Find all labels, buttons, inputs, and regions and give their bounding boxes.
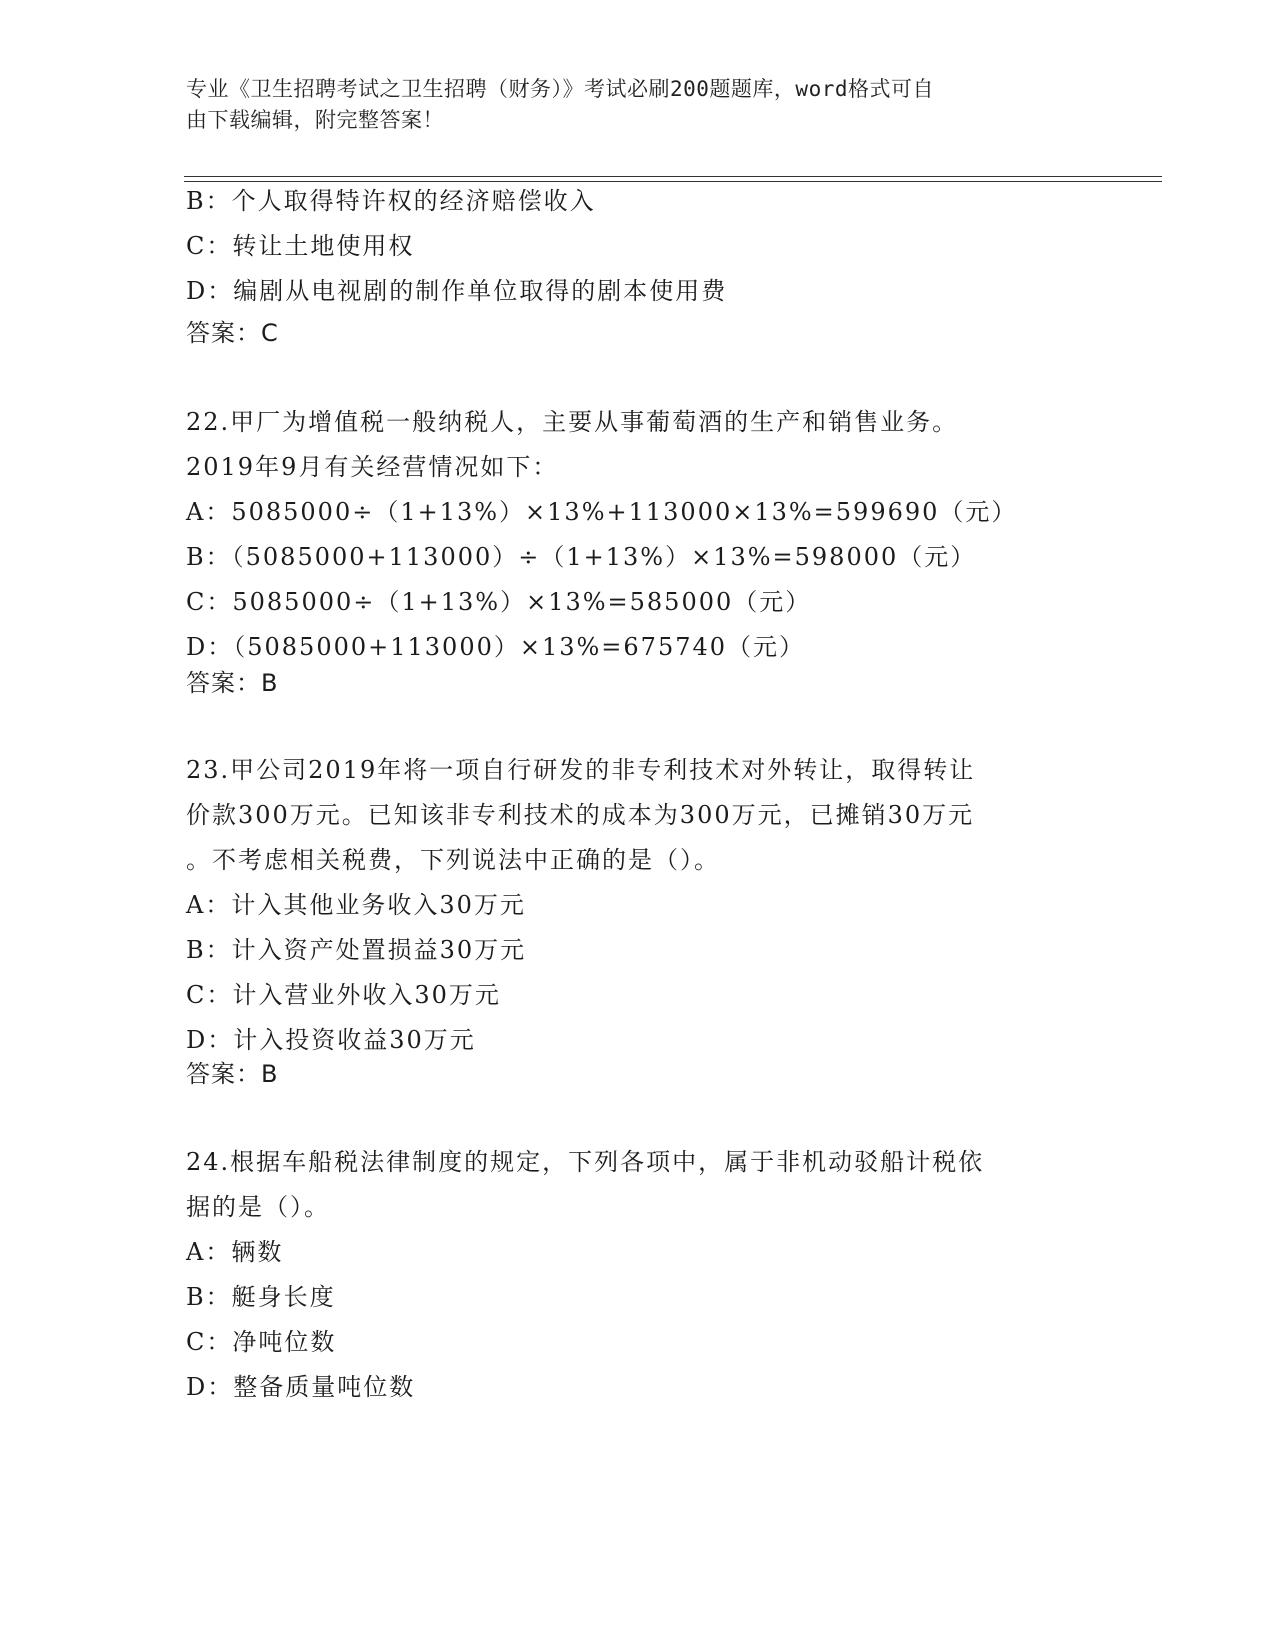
question-21-options <box>186 179 1086 314</box>
option-b: B：个人取得特许权的经济赔偿收入 <box>186 187 596 215</box>
question-21-answer: 答案：C <box>186 319 279 347</box>
option-d: D：整备质量吨位数 <box>186 1373 416 1401</box>
option-a: A：计入其他业务收入30万元 <box>186 891 526 919</box>
question-stem: 24.根据车船税法律制度的规定，下列各项中，属于非机动驳船计税依 <box>186 1148 985 1176</box>
option-c: C：净吨位数 <box>186 1328 337 1356</box>
option-d: D：计入投资收益30万元 <box>186 1026 476 1054</box>
option-d: D：（5085000+113000）×13%=675740（元） <box>186 633 806 661</box>
option-a: A：5085000÷（1+13%）×13%+113000×13%=599690（元） <box>186 498 1018 526</box>
question-23 <box>186 748 1086 1063</box>
option-b: B：艇身长度 <box>186 1283 336 1311</box>
question-22-answer: 答案：B <box>186 669 279 697</box>
question-stem-cont: 。不考虑相关税费，下列说法中正确的是（）。 <box>186 846 720 874</box>
question-stem: 23.甲公司2019年将一项自行研发的非专利技术对外转让，取得转让 <box>186 756 976 784</box>
question-stem-cont: 据的是（）。 <box>186 1193 330 1221</box>
question-stem-cont: 2019年9月有关经营情况如下： <box>186 453 559 481</box>
option-b: B：计入资产处置损益30万元 <box>186 936 527 964</box>
option-c: C：5085000÷（1+13%）×13%=585000（元） <box>186 588 812 616</box>
header-line-1: 专业《卫生招聘考试之卫生招聘（财务）》考试必刷200题题库，word格式可自 <box>186 77 934 101</box>
option-a: A：辆数 <box>186 1238 284 1266</box>
question-22 <box>186 400 1086 670</box>
option-c: C：计入营业外收入30万元 <box>186 981 501 1009</box>
header-line-2: 由下载编辑，附完整答案！ <box>186 108 444 132</box>
document-header <box>186 74 1066 136</box>
option-d: D：编剧从电视剧的制作单位取得的剧本使用费 <box>186 277 728 305</box>
question-24 <box>186 1140 1086 1410</box>
question-stem-cont: 价款300万元。已知该非专利技术的成本为300万元，已摊销30万元 <box>186 801 975 829</box>
option-b: B：（5085000+113000）÷（1+13%）×13%=598000（元） <box>186 543 977 571</box>
option-c: C：转让土地使用权 <box>186 232 415 260</box>
question-23-answer: 答案：B <box>186 1060 279 1088</box>
question-stem: 22.甲厂为增值税一般纳税人，主要从事葡萄酒的生产和销售业务。 <box>186 408 959 436</box>
